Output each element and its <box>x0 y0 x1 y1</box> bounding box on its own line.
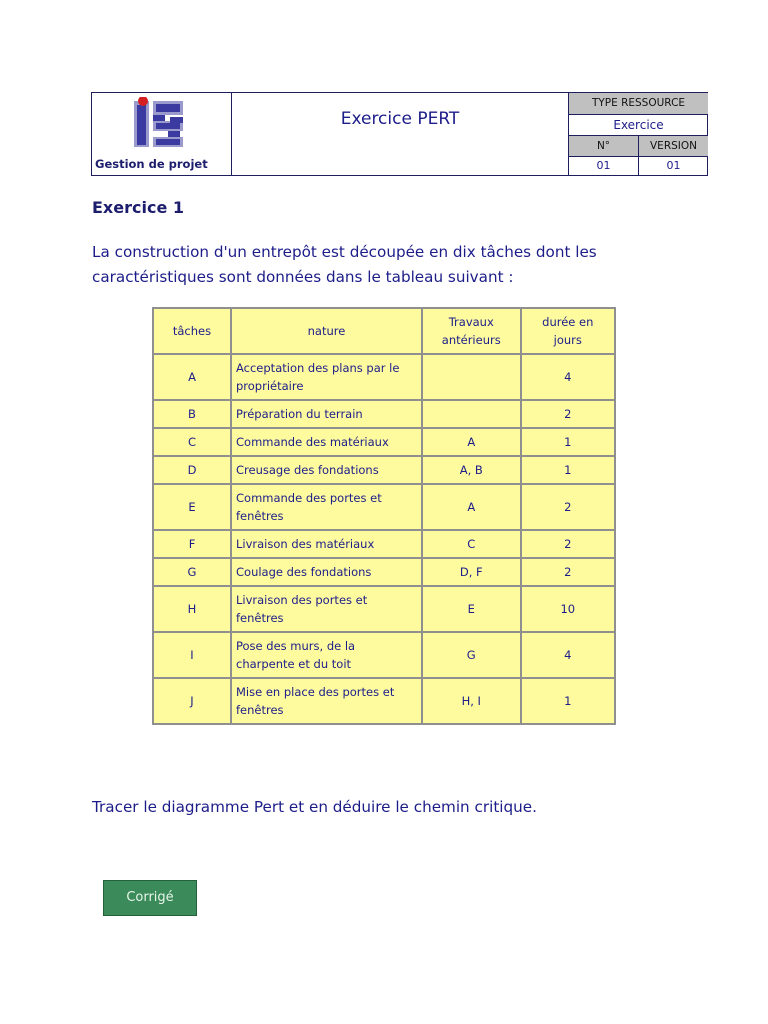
nature-cell: Commande des matériaux <box>232 429 421 455</box>
nature-cell: Livraison des portes et fenêtres <box>232 587 421 631</box>
nature-cell: Creusage des fondations <box>232 457 421 483</box>
nature-cell: Pose des murs, de la charpente et du toit <box>232 633 421 677</box>
corrige-button[interactable]: Corrigé <box>103 880 197 916</box>
type-label: TYPE RESSOURCE <box>569 93 708 115</box>
duration-cell: 2 <box>522 401 614 427</box>
exercise-heading: Exercice 1 <box>92 198 184 217</box>
task-table <box>152 307 616 725</box>
title-cell <box>232 93 568 175</box>
duration-cell: 2 <box>522 485 614 529</box>
task-cell: B <box>154 401 230 427</box>
prev-cell: H, I <box>423 679 520 723</box>
task-cell: D <box>154 457 230 483</box>
task-cell: F <box>154 531 230 557</box>
task-instruction: Tracer le diagramme Pert et en déduire le chemin critique. <box>92 798 537 816</box>
prev-cell: A <box>423 429 520 455</box>
number-label: N° <box>569 136 639 156</box>
isf-logo <box>134 97 186 149</box>
document-header <box>91 92 708 176</box>
type-value: Exercice <box>569 115 708 136</box>
table-row <box>154 429 614 455</box>
column-header: tâches <box>154 309 230 353</box>
task-cell: A <box>154 355 230 399</box>
table-row <box>154 457 614 483</box>
table-row <box>154 633 614 677</box>
prev-cell: A, B <box>423 457 520 483</box>
nature-cell: Commande des portes et fenêtres <box>232 485 421 529</box>
table-header-row <box>154 309 614 353</box>
duration-cell: 1 <box>522 457 614 483</box>
logo-caption: Gestion de projet <box>95 157 208 171</box>
task-cell: H <box>154 587 230 631</box>
version-label: VERSION <box>639 136 708 156</box>
page-title: Exercice PERT <box>340 109 460 129</box>
table-row <box>154 531 614 557</box>
prev-cell: G <box>423 633 520 677</box>
exercise-intro: La construction d'un entrepôt est découpée en dix tâches dont les caractéristiques sont données dans le tableau suivant : <box>92 243 597 286</box>
duration-cell: 4 <box>522 355 614 399</box>
column-header: durée en jours <box>522 309 614 353</box>
version-value: 01 <box>666 159 681 172</box>
meta-values <box>569 157 708 175</box>
nature-cell: Préparation du terrain <box>232 401 421 427</box>
prev-cell: A <box>423 485 520 529</box>
task-cell: G <box>154 559 230 585</box>
nature-cell: Coulage des fondations <box>232 559 421 585</box>
prev-cell <box>423 355 520 399</box>
task-cell: I <box>154 633 230 677</box>
duration-cell: 2 <box>522 559 614 585</box>
table-row <box>154 401 614 427</box>
prev-cell: C <box>423 531 520 557</box>
table-row <box>154 587 614 631</box>
nature-cell: Mise en place des portes et fenêtres <box>232 679 421 723</box>
duration-cell: 1 <box>522 679 614 723</box>
table-row <box>154 679 614 723</box>
prev-cell: E <box>423 587 520 631</box>
nature-cell: Livraison des matériaux <box>232 531 421 557</box>
task-cell: C <box>154 429 230 455</box>
table-row <box>154 485 614 529</box>
task-cell: J <box>154 679 230 723</box>
duration-cell: 2 <box>522 531 614 557</box>
duration-cell: 4 <box>522 633 614 677</box>
column-header: Travaux antérieurs <box>423 309 520 353</box>
nature-cell: Acceptation des plans par le propriétaire <box>232 355 421 399</box>
table-row <box>154 355 614 399</box>
column-header: nature <box>232 309 421 353</box>
logo-cell <box>92 93 232 175</box>
table-row <box>154 559 614 585</box>
prev-cell: D, F <box>423 559 520 585</box>
meta-headings <box>569 136 708 157</box>
duration-cell: 1 <box>522 429 614 455</box>
duration-cell: 10 <box>522 587 614 631</box>
number-value: 01 <box>569 157 639 175</box>
task-cell: E <box>154 485 230 529</box>
prev-cell <box>423 401 520 427</box>
meta-cell <box>568 93 708 175</box>
